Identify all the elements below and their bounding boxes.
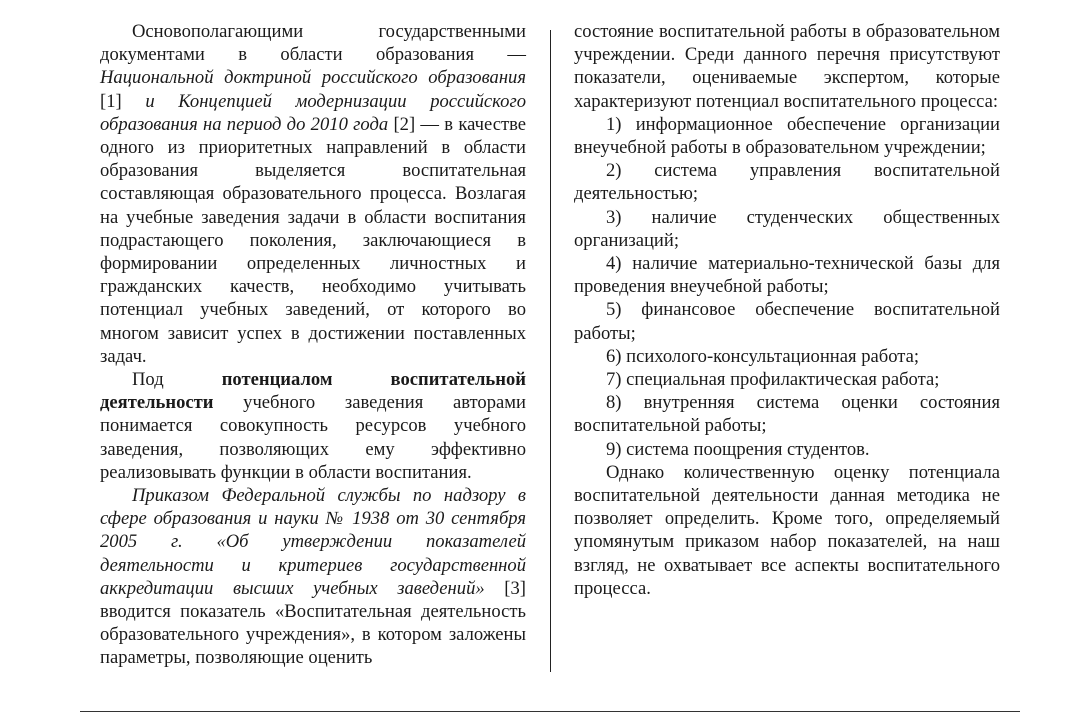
doctrine-title: Национальной доктриной российского образования <box>100 67 526 89</box>
list-item: 4) наличие материально-технической базы для проведения внеучебной работы; <box>574 253 1000 298</box>
defined-term: потенциалом воспитательной деятельности <box>100 369 526 414</box>
list-item: 3) наличие студенческих общественных организаций; <box>574 206 1000 251</box>
paragraph-text: Под <box>132 369 222 391</box>
list-item: 1) информационное обеспечение организации внеучебной работы в образовательном учреждении; <box>574 113 1000 159</box>
paragraph-text: учебного заведения авторами понимается совокупность ресурсов учебного заведения, позволяющих ему эффективно реализовывать функции в области воспитания. <box>100 392 526 483</box>
paragraph-doctrine <box>100 20 526 368</box>
paragraph-order <box>100 484 526 670</box>
right-column <box>574 20 1000 600</box>
bottom-rule <box>80 711 1020 712</box>
list-item: 8) внутренняя система оценки состояния воспитательной работы; <box>574 392 1000 437</box>
left-column <box>100 20 526 670</box>
column-divider <box>550 30 551 672</box>
concept-title: и Концепцией модернизации российского образования на период до 2010 года <box>100 90 526 135</box>
list-item: 9) система поощрения студентов. <box>606 438 870 460</box>
paragraph-text: Основополагающими государственными документами в области образования — <box>100 21 526 66</box>
list-item: 2) система управления воспитательной деятельностью; <box>574 160 1000 205</box>
paragraph-continuation: состояние воспитательной работы в образовательном учреждении. Среди данного перечня присутствуют показатели, оцениваемые экспертом, которые характеризуют потенциал воспитательного процесса: <box>574 21 1000 112</box>
paragraph-potential-definition <box>100 368 526 484</box>
list-item: 6) психолого-консультационная работа; <box>606 345 920 367</box>
paragraph-closing: Однако количественную оценку потенциала воспитательной деятельности данная методика не позволяет определить. Кроме того, определяемый упомянутым приказом набор показателей, на наш взгляд, не охватывает все аспекты воспитательного процесса. <box>574 461 1000 599</box>
citation-ref: [1] <box>100 90 146 112</box>
order-title: Приказом Федеральной службы по надзору в сфере образования и науки № 1938 от 30 сентября 2005 г. «Об утверждении показателей деятельности и критериев государственной аккредитации высших учебных заведений» <box>100 485 526 599</box>
paragraph-text: [3] вводится показатель «Воспитательная деятельность образовательного учреждения», в котором заложены параметры, позволяющие оценить <box>100 577 526 669</box>
list-item: 5) финансовое обеспечение воспитательной работы; <box>574 299 1000 344</box>
list-item: 7) специальная профилактическая работа; <box>606 369 940 391</box>
paragraph-text: [2] — в качестве одного из приоритетных направлений в области образования выделяется воспитательная составляющая образовательного процесса. Возлагая на учебные заведения задачи в области воспитания подрастающего поколения, заключающиеся в формировании определенных личностных и гражданских качеств, необходимо учитывать потенциал учебных заведений, от которого во многом зависит успех в достижении поставленных задач. <box>100 113 526 367</box>
